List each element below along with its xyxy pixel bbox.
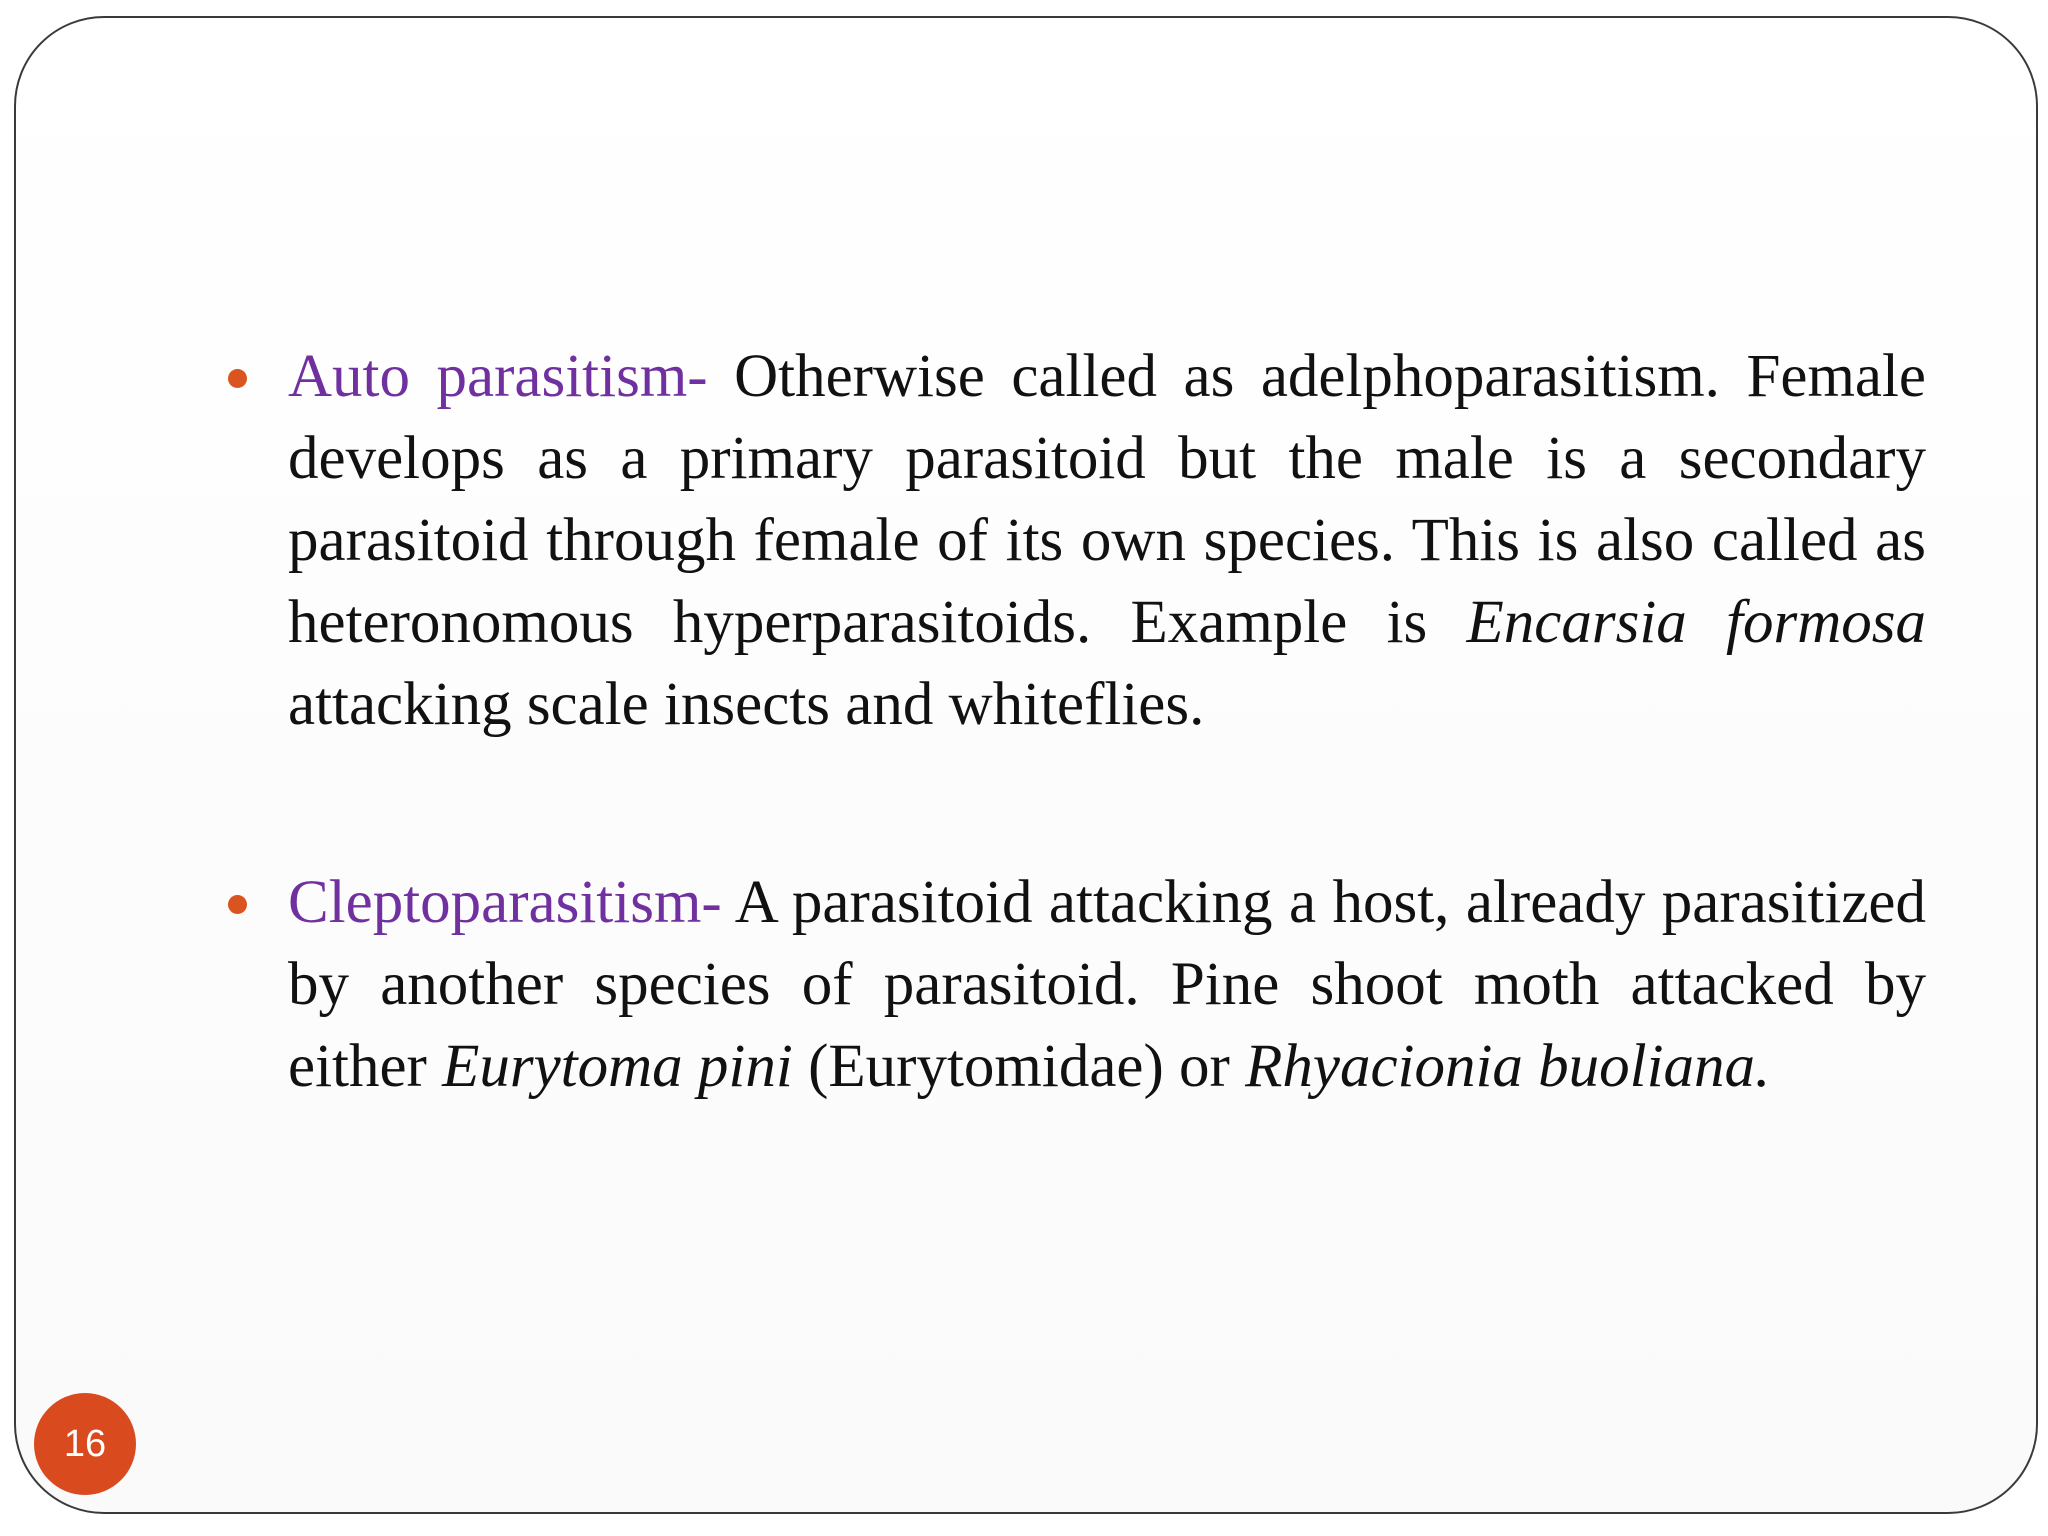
slide-content: [288, 336, 1926, 1108]
page-number-badge: [34, 1393, 136, 1495]
bullet-auto-parasitism: [288, 336, 1926, 746]
term-label: Auto parasitism-: [288, 343, 708, 410]
bullet-dot-icon: [228, 895, 247, 914]
species-name: Rhyacionia buoliana.: [1245, 1033, 1771, 1100]
term-label: Cleptoparasitism-: [288, 869, 722, 936]
species-name: Encarsia formosa: [1466, 589, 1926, 656]
page-number: 16: [63, 1422, 107, 1465]
bullet-dot-icon: [228, 369, 247, 388]
definition-text: attacking scale insects and whiteflies.: [288, 671, 1205, 738]
definition-text: (Eurytomidae) or: [792, 1033, 1246, 1100]
definition-text: A parasitoid attacking a host, already parasitized by another species of parasitoid. Pine shoot moth attacked by either: [288, 869, 1926, 1100]
species-name: Eurytoma pini: [442, 1033, 793, 1100]
bullet-cleptoparasitism: [288, 862, 1926, 1108]
definition-text: Otherwise called as adelphoparasitism. Female develops as a primary parasitoid but the male is a secondary parasitoid through female of its own species. This is also called as heteronomous hyperparasitoids. Example is: [288, 343, 1926, 656]
